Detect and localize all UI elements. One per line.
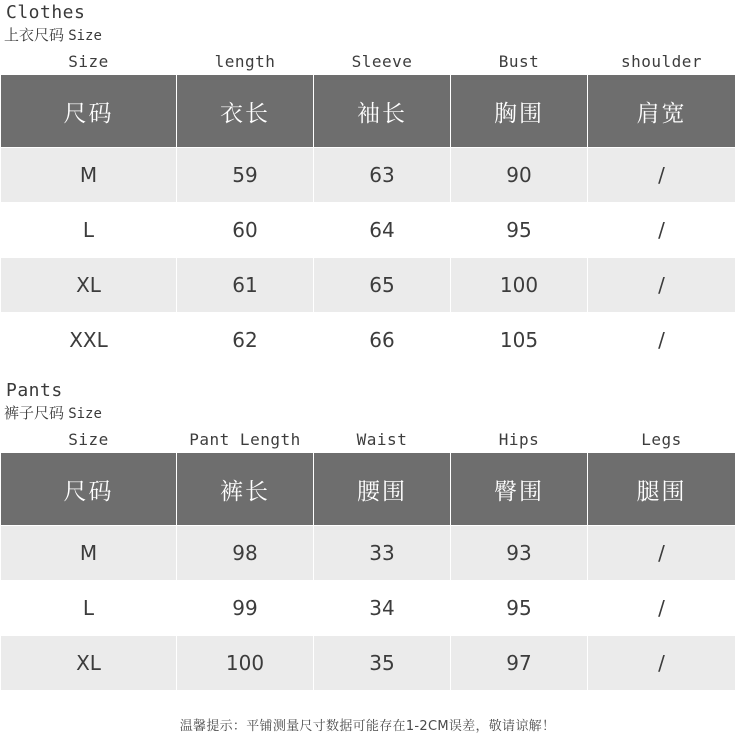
table-row [1,581,735,636]
table-cell: L [1,203,177,258]
clothes-header-cell: 肩宽 [588,75,735,148]
pants-en-header-cell: Legs [641,429,682,449]
section-gap [0,368,735,378]
table-cell: 61 [177,258,314,313]
clothes-en-header-cell: shoulder [620,51,703,71]
table-cell: XXL [1,313,177,368]
table-cell: / [588,526,735,581]
table-cell: 100 [177,636,314,691]
pants-header-row [1,453,735,526]
table-row [1,636,735,691]
table-cell: / [588,636,735,691]
table-cell: XL [1,258,177,313]
table-cell: 35 [314,636,451,691]
pants-header-cell: 腿围 [588,453,735,526]
clothes-section-subtitle [0,24,735,48]
table-cell: / [588,581,735,636]
table-cell: / [588,148,735,203]
measurement-disclaimer: 温馨提示：平铺测量尺寸数据可能存在1-2CM误差，敬请谅解！ [179,719,556,734]
clothes-size-table [0,48,735,368]
table-cell: / [588,203,735,258]
table-row [1,313,735,368]
pants-size-table [0,426,735,691]
table-cell: 59 [177,148,314,203]
table-cell: 64 [314,203,451,258]
clothes-header-cell: 袖长 [314,75,451,148]
clothes-en-header-cell: Bust [498,51,540,71]
table-row [1,258,735,313]
table-cell: 34 [314,581,451,636]
pants-header-cell: 臀围 [451,453,588,526]
clothes-header-cell: 胸围 [451,75,588,148]
pants-en-header-cell: Size [68,429,109,449]
table-cell: 33 [314,526,451,581]
pants-en-header-cell: Hips [498,429,540,449]
table-cell: M [1,526,177,581]
table-cell: 95 [451,581,588,636]
pants-header-cell: 尺码 [1,453,177,526]
clothes-en-header-cell: length [214,51,276,71]
pants-section-title: Pants [6,380,63,401]
clothes-header-row [1,75,735,148]
table-cell: 63 [314,148,451,203]
clothes-en-header-cell: Size [68,51,109,71]
pants-subtitle-en: Size [68,406,102,422]
clothes-header-cell: 衣长 [177,75,314,148]
table-cell: 95 [451,203,588,258]
table-row [1,203,735,258]
table-row [1,148,735,203]
clothes-en-header-cell: Sleeve [351,51,413,71]
pants-header-cell: 腰围 [314,453,451,526]
table-cell: 66 [314,313,451,368]
table-cell: 97 [451,636,588,691]
table-cell: 62 [177,313,314,368]
table-cell: / [588,313,735,368]
table-cell: 90 [451,148,588,203]
table-cell: 93 [451,526,588,581]
clothes-header-cell: 尺码 [1,75,177,148]
table-cell: 60 [177,203,314,258]
pants-en-header-cell: Waist [356,429,408,449]
table-row [1,526,735,581]
table-cell: / [588,258,735,313]
table-cell: XL [1,636,177,691]
clothes-subtitle-cn: 上衣尺码 [4,26,65,44]
table-cell: 100 [451,258,588,313]
table-cell: M [1,148,177,203]
pants-en-header-cell: Pant Length [189,429,301,449]
table-cell: 105 [451,313,588,368]
table-cell: L [1,581,177,636]
pants-section-subtitle [0,402,735,426]
table-cell: 98 [177,526,314,581]
clothes-subtitle-en: Size [68,28,102,44]
table-cell: 99 [177,581,314,636]
table-cell: 65 [314,258,451,313]
clothes-section-title: Clothes [6,2,86,23]
pants-subtitle-cn: 裤子尺码 [4,404,65,422]
pants-english-header-row [1,426,735,453]
clothes-english-header-row [1,48,735,75]
pants-header-cell: 裤长 [177,453,314,526]
